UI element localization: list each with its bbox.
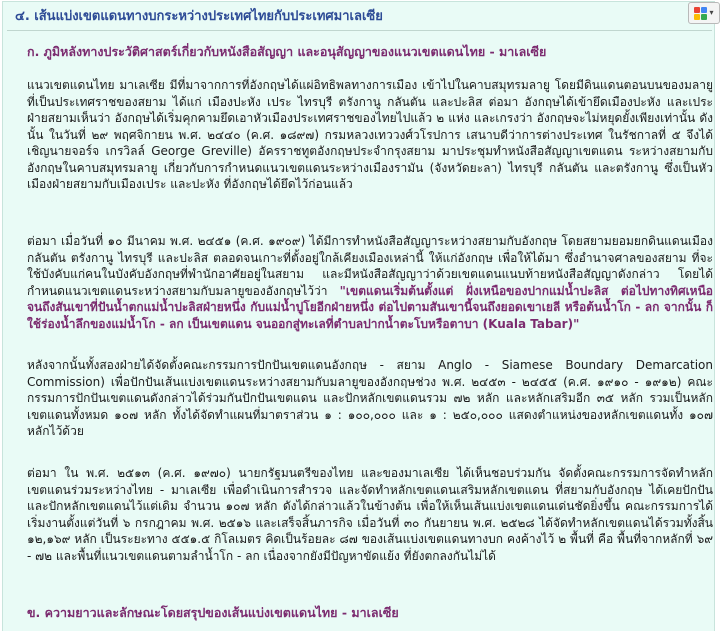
heading-divider <box>7 30 712 31</box>
article-panel <box>2 1 715 631</box>
grid-square <box>701 14 707 20</box>
paragraph-2 <box>27 233 713 332</box>
apps-grid-icon <box>694 7 707 20</box>
grid-square <box>694 14 700 20</box>
paragraph-2-text: ต่อมา เมื่อวันที่ ๑๐ มีนาคม พ.ศ. ๒๔๕๑ (ค.ศ. ๑๙๐๙) ได้มีการทำหนังสือสัญญาระหว่างสยามกับอังกฤษ โดยสยามยอมยกดินแดนเมืองกลันตัน ตรังกานู ไทรบุรี และปะลิส ตลอดจนเกาะที่ตั้งอยู่ใกล้เคียงเมืองเหล่านี้ ให้แก่อังกฤษ เพื่อให้ได้มา ซึ่งอำนาจศาลของสยาม ที่จะใช้บังคับแก่คนในบังคับอังกฤษที่พำนักอาศัยอยู่ในสยาม และมีหนังสือสัญญาว่าด้วยเขตแดนแนบท้ายหนังสือสัญญาดังกล่าว โดยได้กำหนดแนวเขตแดนระหว่างสยามกับมลายูของอังกฤษไว้ว่า <box>27 234 713 298</box>
boundary-quote: "เขตแดนเริ่มต้นตั้งแต่ ฝั่งเหนือของปากแม่น้ำปะลิส ต่อไปทางทิศเหนือจนถึงสันเขาที่ปันน้ำตกแม่น้ำปะลิสฝ่ายหนึ่ง กับแม่น้ำปูโยอีกฝ่ายหนึ่ง ต่อไปตามสันเขานี้จนถึงยอดเขาเยลี หรือต้นน้ำโก - ลก จากนั้น ก็ใช้ร่องน้ำลึกของแม่น้ำโก - ลก เป็นเขตแดน จนออกสู่ทะเลที่ตำบลปากน้ำตะโบหรือตาบา (Kuala Tabar)" <box>27 283 713 331</box>
section-b-title: ข. ความยาวและลักษณะโดยสรุปของเส้นแบ่งเขตแดนไทย - มาเลเซีย <box>27 605 399 620</box>
grid-square <box>694 7 700 13</box>
apps-menu-button[interactable] <box>688 2 720 24</box>
paragraph-4: ต่อมา ใน พ.ศ. ๒๕๑๓ (ค.ศ. ๑๙๗๐) นายกรัฐมนตรีของไทย และของมาเลเซีย ได้เห็นชอบร่วมกัน จัดตั้งคณะกรรมการจัดทำหลักเขตแดนร่วมระหว่างไทย - มาเลเซีย เพื่อดำเนินการสำรวจ และจัดทำหลักเขตแดนเสริมหลักเขตแดน ที่สยามกับอังกฤษ ได้เคยปักปัน และปักหลักเขตแดนไว้แต่เดิม จำนวน ๑๐๗ หลัก ดังได้กล่าวแล้วในข้างต้น เพื่อให้เห็นเส้นแบ่งเขตแดนเด่นชัดยิ่งขึ้น คณะกรรมการได้เริ่มงานตั้งแต่วันที่ ๖ กรกฎาคม พ.ศ. ๒๕๑๖ และเสร็จสิ้นภารกิจ เมื่อวันที่ ๓๐ กันยายน พ.ศ. ๒๕๒๘ ได้จัดทำหลักเขตแดนได้รวมทั้งสิ้น ๑๒,๑๖๙ หลัก เป็นระยะทาง ๕๕๑.๕ กิโลเมตร คิดเป็นร้อยละ ๘๗ ของเส้นแบ่งเขตแดนทางบก คงค้างไว้ ๒ พื้นที่ คือ พื้นที่จากหลักที่ ๖๙ - ๗๒ และพื้นที่แนวเขตแดนตามลำน้ำโก - ลก เนื่องจากยังมีปัญหาขัดแย้ง ที่ยังตกลงกันไม่ได้ <box>27 466 713 563</box>
window-edge <box>715 26 721 631</box>
chevron-down-icon: ▾ <box>709 8 714 17</box>
paragraph-1: แนวเขตแดนไทย มาเลเซีย มีที่มาจากการที่อังกฤษได้แผ่อิทธิพลทางการเมือง เข้าไปในคาบสมุทรมลายู โดยมีดินแดนตอนบนของมลายูที่เป็นประเทศราชของสยาม ได้แก่ เมืองปะหัง เประ ไทรบุรี ตรังกานู กลันตัน และปะลิส ต่อมา อังกฤษได้เข้ายึดเมืองปะหัง และเประ ฝ่ายสยามเห็นว่า อังกฤษได้เริ่มคุกคามยึดเอาหัวเมืองประเทศราชของไทยไปแล้ว ๒ แห่ง และเกรงว่า อังกฤษจะไม่หยุดยั้งเพียงเท่านั้น ดังนั้น ในวันที่ ๒๙ พฤศจิกายน พ.ศ. ๒๔๔๐ (ค.ศ. ๑๘๙๗) กรมหลวงเทววงศ์วโรปการ เสนาบดีว่าการต่างประเทศ ในรัชกาลที่ ๕ จึงได้เชิญนายจอร์จ เกรวิลล์ George Greville) อัครราชทูตอังกฤษประจำกรุงสยาม มาประชุมทำหนังสือสัญญาเขตแดน ระหว่างสยามกับอังกฤษในคาบสมุทรมลายู เกี่ยวกับการกำหนดแนวเขตแดนระหว่างเมืองรามัน (จังหวัดยะลา) ไทรบุรี กลันตัน และตรังกานู ซึ่งเป็นหัวเมืองฝ่ายสยามกับเมืองเประ และปะหัง ที่อังกฤษได้ยึดไว้ก่อนแล้ว <box>27 78 713 191</box>
grid-square <box>701 7 707 13</box>
section-a-title: ก. ภูมิหลังทางประวัติศาสตร์เกี่ยวกับหนังสือสัญญา และอนุสัญญาของแนวเขตแดนไทย - มาเลเซีย <box>27 44 547 59</box>
section-heading: ๔. เส้นแบ่งเขตแดนทางบกระหว่างประเทศไทยกับประเทศมาเลเซีย <box>15 9 383 24</box>
paragraph-3: หลังจากนั้นทั้งสองฝ่ายได้จัดตั้งคณะกรรมการปักปันเขตแดนอังกฤษ - สยาม Anglo - Siamese Boundary Demarcation Commission) เพื่อปักปันเส้นแบ่งเขตแดนระหว่างสยามกับมลายูของอังกฤษช่วง พ.ศ. ๒๔๕๓ - ๒๔๕๕ (ค.ศ. ๑๙๑๐ - ๑๙๑๒) คณะกรรมการปักปันเขตแดนดังกล่าวได้ร่วมกันปักปันเขตแดน และปักหลักเขตแดนรวม ๗๒ หลัก และหลักเสริมอีก ๓๕ หลัก รวมเป็นหลักเขตแดนทั้งหมด ๑๐๗ หลัก ทั้งได้จัดทำแผนที่มาตราส่วน ๑ : ๑๐๐,๐๐๐ และ ๑ : ๒๕๐,๐๐๐ แสดงตำแหน่งของหลักเขตแดนทั้ง ๑๐๗ หลักไว้ด้วย <box>27 358 713 438</box>
